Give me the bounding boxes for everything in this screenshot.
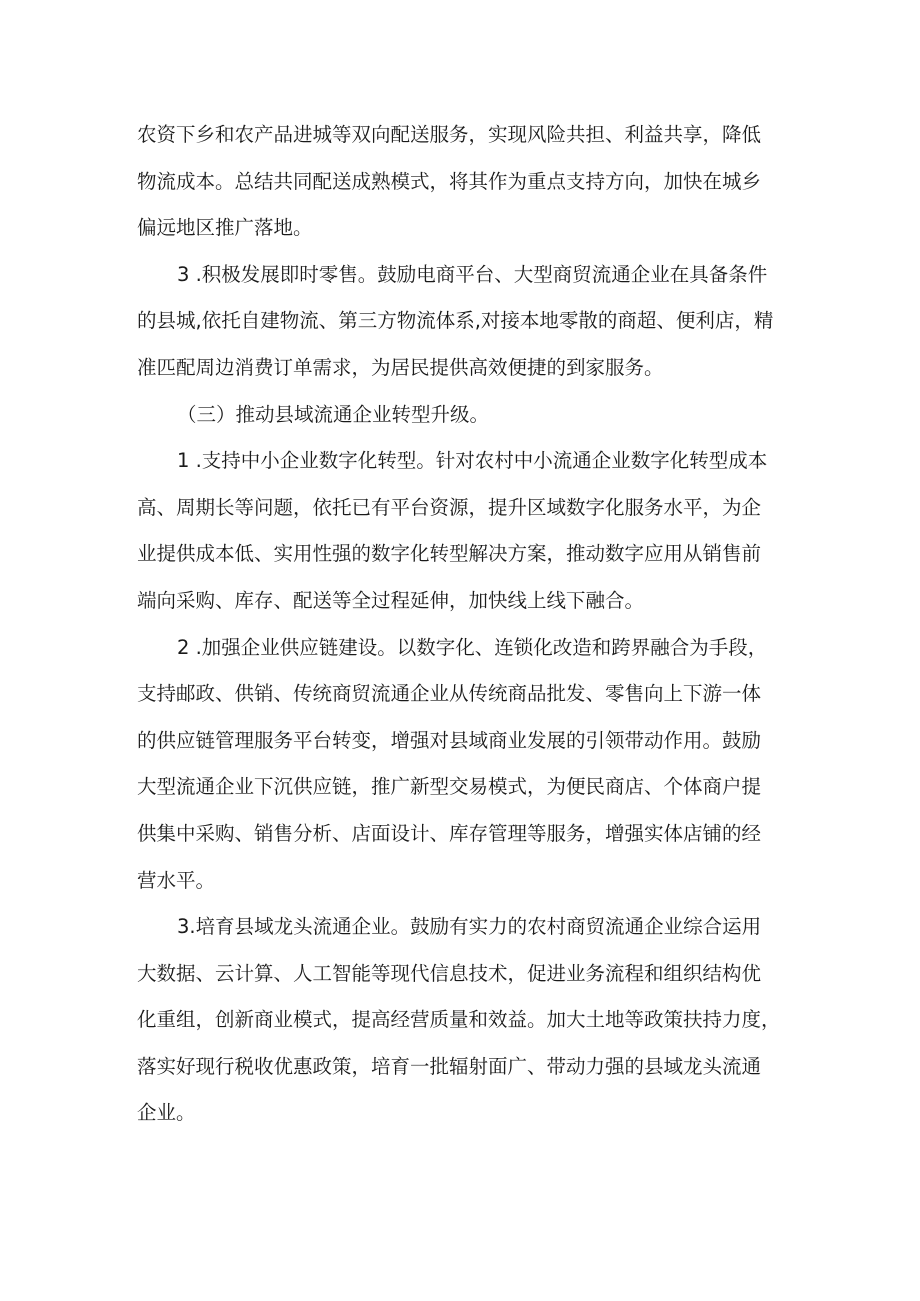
text-line: 偏远地区推广落地。 [137,216,313,240]
text-line: 营水平。 [137,868,216,892]
paragraph-instant-retail [137,252,797,392]
document-body [137,112,797,1137]
text-line: 业提供成本低、实用性强的数字化转型解决方案，推动数字应用从销售前 [137,542,762,566]
text-line: 农资下乡和农产品进城等双向配送服务，实现风险共担、利益共享，降低 [137,123,762,146]
paragraph-logistics-continued [137,112,797,252]
text-line: 3.培育县域龙头流通企业。鼓励有实力的农村商贸流通企业综合运用 [177,915,762,939]
text-line: 的县城,依托自建物流、第三方物流体系,对接本地零散的商超、便利店，精 [137,309,774,333]
section-heading-3 [137,392,797,439]
text-line: 供集中采购、销售分析、店面设计、库存管理等服务，增强实体店铺的经 [137,821,762,845]
text-line: 准匹配周边消费订单需求，为居民提供高效便捷的到家服务。 [137,355,664,379]
paragraph-supply-chain [137,625,797,905]
heading-text: （三）推动县域流通企业转型升级。 [177,402,490,426]
text-line: 落实好现行税收优惠政策，培育一批辐射面广、带动力强的县域龙头流通 [137,1054,762,1078]
text-line: 高、周期长等问题，依托已有平台资源，提升区域数字化服务水平，为企 [137,495,762,519]
text-line: 企业。 [137,1101,196,1125]
text-line: 大型流通企业下沉供应链，推广新型交易模式，为便民商店、个体商户提 [137,775,762,799]
paragraph-digital-transformation [137,438,797,624]
text-line: 3 .积极发展即时零售。鼓励电商平台、大型商贸流通企业在具备条件 [177,262,768,286]
text-line: 1 .支持中小企业数字化转型。针对农村中小流通企业数字化转型成本 [177,449,768,473]
text-line: 大数据、云计算、人工智能等现代信息技术，促进业务流程和组织结构优 [137,961,762,985]
text-line: 端向采购、库存、配送等全过程延伸，加快线上线下融合。 [137,588,645,612]
text-line: 化重组，创新商业模式，提高经营质量和效益。加大土地等政策扶持力度， [137,1008,781,1032]
text-line: 物流成本。总结共同配送成熟模式，将其作为重点支持方向，加快在城乡 [137,169,762,193]
paragraph-leading-enterprises [137,904,797,1137]
text-line: 2 .加强企业供应链建设。以数字化、连锁化改造和跨界融合为手段， [177,635,768,659]
text-line: 支持邮政、供销、传统商贸流通企业从传统商品批发、零售向上下游一体 [137,682,762,706]
text-line: 的供应链管理服务平台转变，增强对县域商业发展的引领带动作用。鼓励 [137,728,762,752]
